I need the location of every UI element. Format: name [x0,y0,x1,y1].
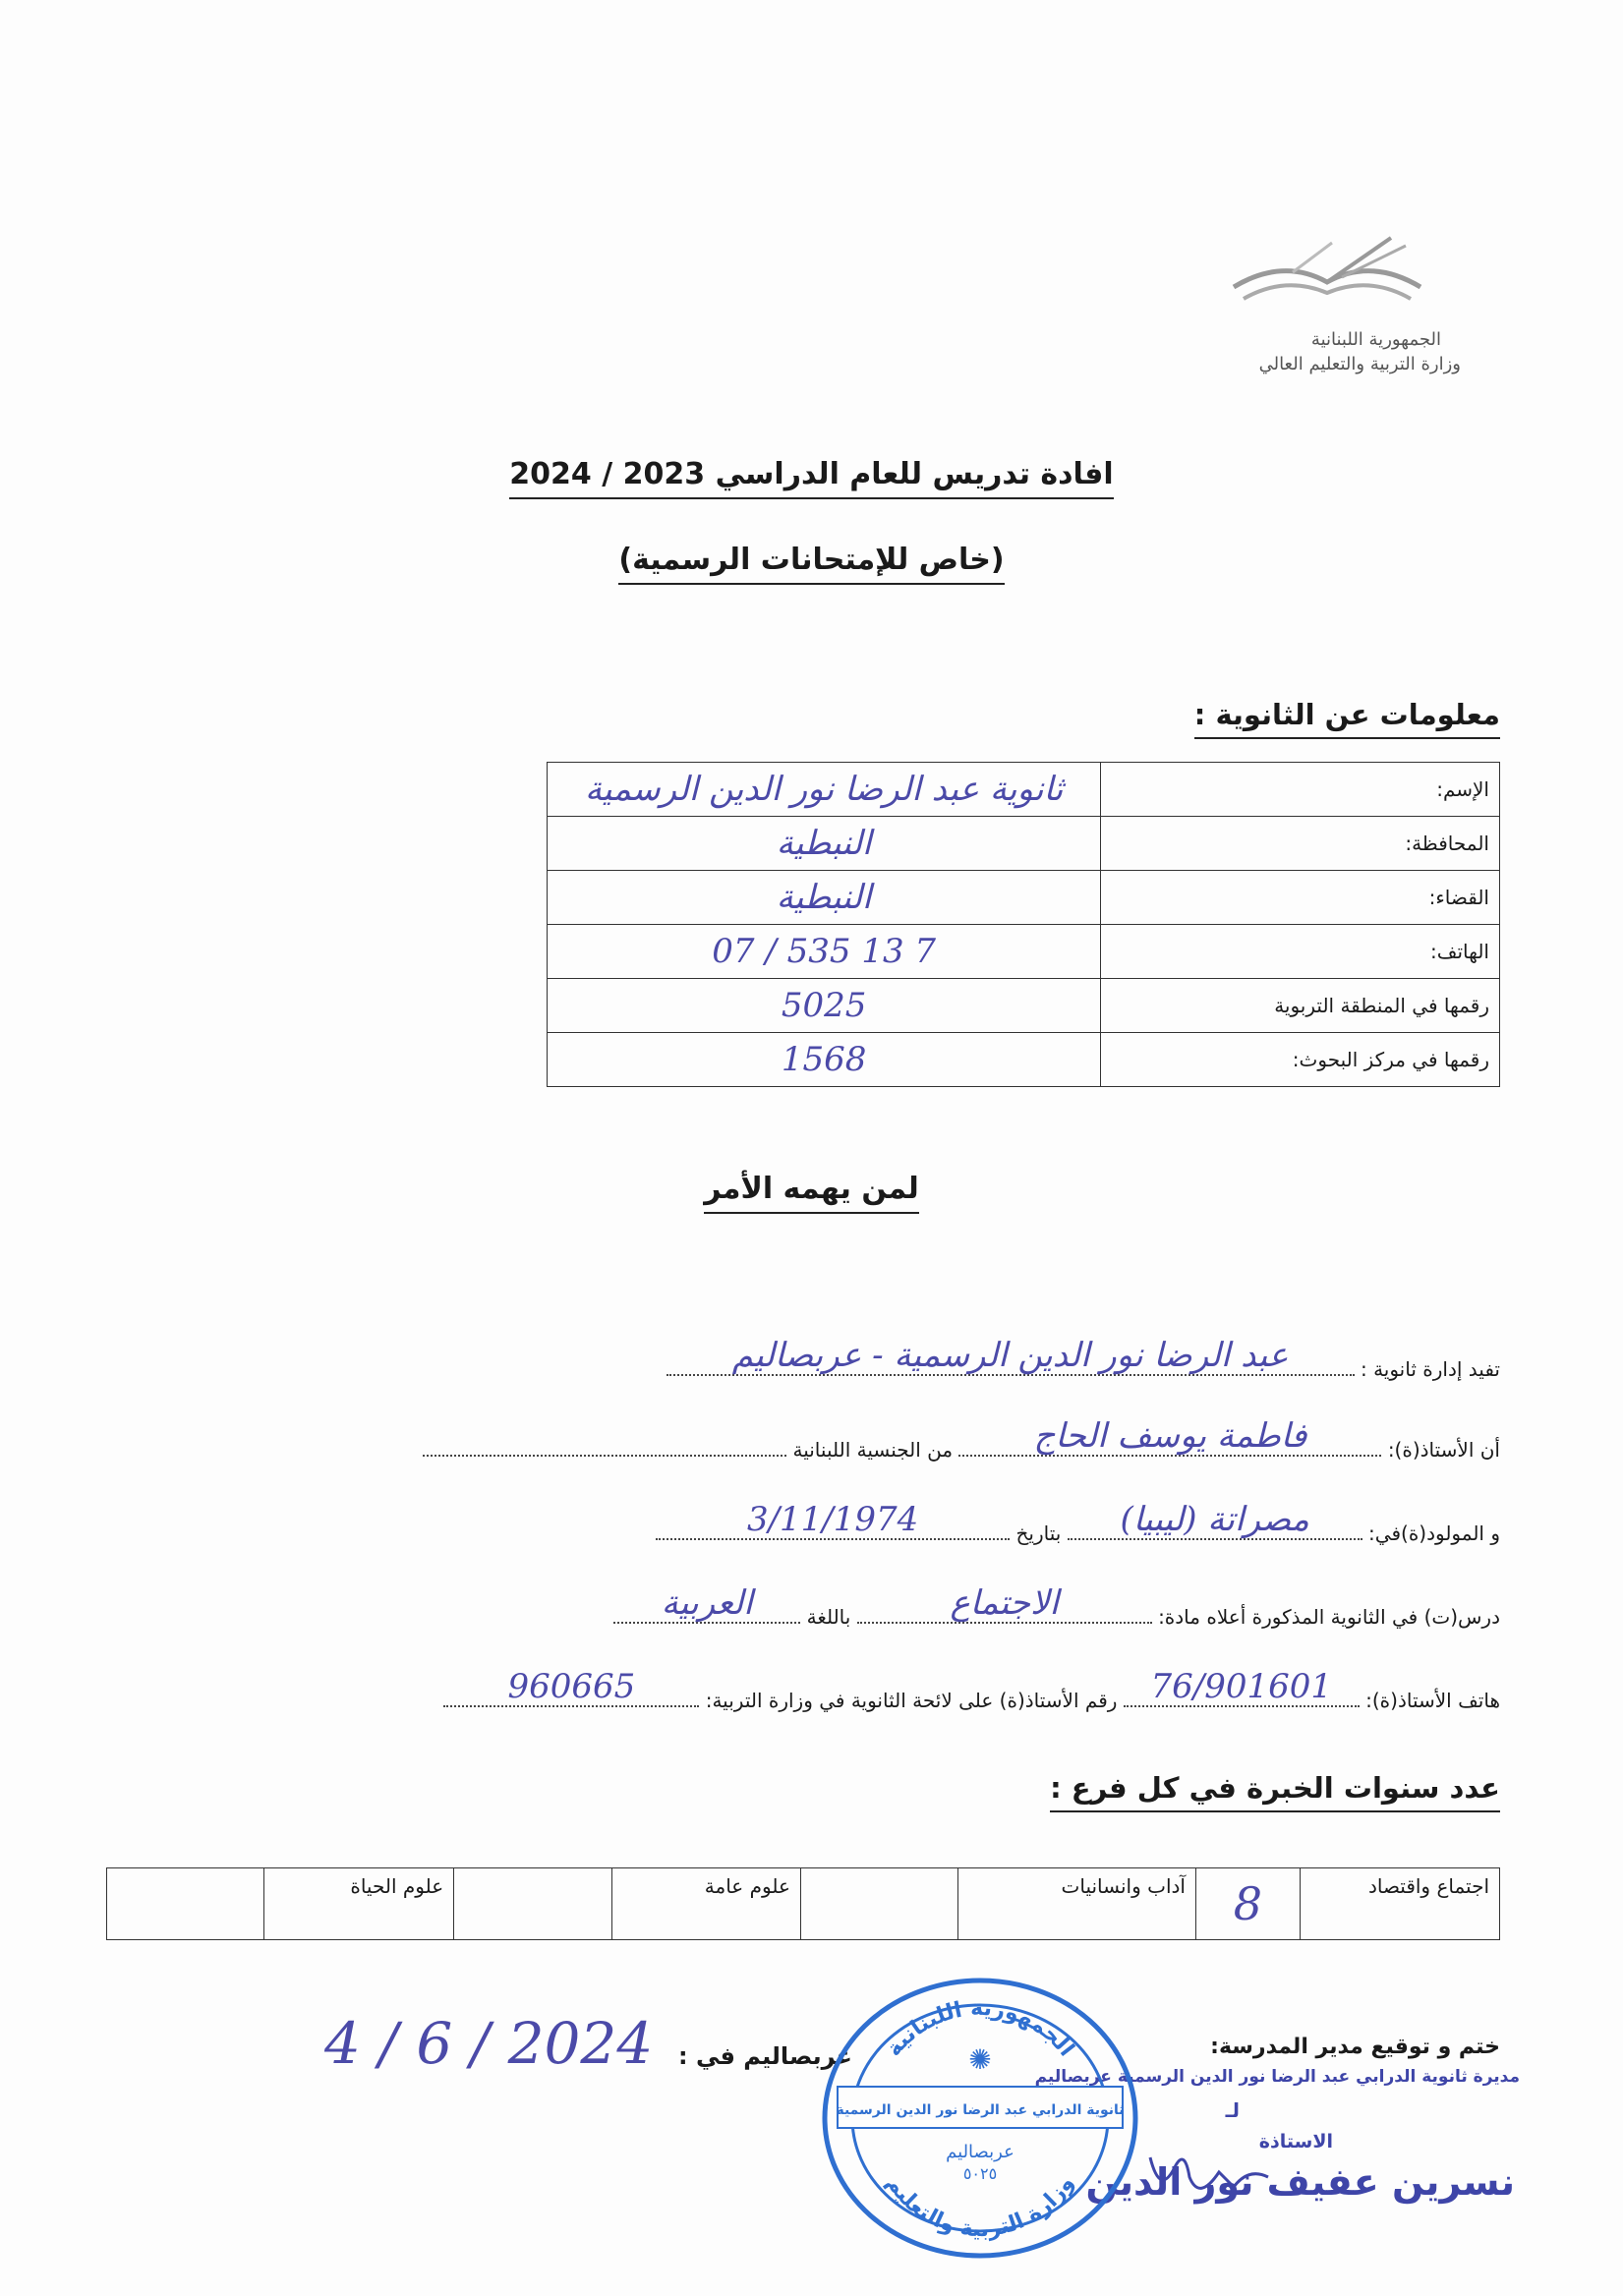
language-field: العربية [613,1602,800,1624]
edu-zone-number-label: رقمها في المنطقة التربوية [1101,979,1500,1033]
branch-social-economics-count: 8 [1195,1868,1300,1940]
stamp-town-text: عربصاليم [946,2142,1014,2162]
signature-icon [1140,2138,1278,2207]
document-title: افادة تدريس للعام الدراسي 2023 / 2024 [0,457,1623,491]
governorate-value: النبطية [548,817,1101,871]
table-row [548,763,1500,817]
teacher-phone-field: 76/901601 [1124,1686,1360,1707]
district-value: النبطية [548,871,1101,925]
place-label: عربصاليم في : [678,2042,852,2070]
school-info-heading: معلومات عن الثانوية : [1194,698,1500,731]
research-center-number-label: رقمها في مركز البحوث: [1101,1033,1500,1087]
experience-heading: عدد سنوات الخبرة في كل فرع : [1050,1771,1500,1805]
branch-life-sciences-count [107,1868,264,1940]
teacher-phone-line: هاتف الأستاذ(ة): 76/901601 رقم الأستاذ(ة) على لائحة الثانوية في وزارة التربية: 960665 [443,1686,1500,1712]
open-book-logo-icon [1224,228,1430,316]
experience-table [106,1867,1500,1940]
table-row [107,1868,1500,1940]
research-center-number-value: 1568 [548,1033,1101,1087]
principal-honorific: الاستاذة [1258,2131,1333,2152]
principal-name: نسرين عفيف نور الدين [1085,2160,1515,2204]
republic-label: الجمهورية اللبنانية [1310,329,1441,350]
branch-humanities-count [800,1868,957,1940]
teacher-name-field: فاطمة يوسف الحاج [958,1435,1381,1457]
teacher-name-line: أن الأستاذ(ة): فاطمة يوسف الحاج من الجنسية اللبنانية [423,1435,1500,1462]
branch-general-sciences-count [454,1868,611,1940]
teacher-number-field: 960665 [443,1686,699,1707]
table-row [548,871,1500,925]
official-stamp-icon [818,1971,1142,2266]
phone-value: 07 / 535 13 7 [548,925,1101,979]
table-row [548,1033,1500,1087]
svg-text:✺: ✺ [968,2043,992,2076]
stamp-school-text: ثانوية الدرابي عبد الرضا نور الدين الرسمية [836,2102,1125,2118]
branch-general-sciences-label: علوم عامة [611,1868,800,1940]
subject-field: الاجتماع [857,1602,1152,1624]
district-label: القضاء: [1101,871,1500,925]
branch-humanities-label: آداب وانسانيات [958,1868,1196,1940]
birth-date-field: 3/11/1974 [656,1519,1010,1540]
stamp-bottom-text: وزارة التربية والتعليم [881,2171,1079,2243]
to-whom-heading: لمن يهمه الأمر [0,1172,1623,1206]
school-name-field: عبد الرضا نور الدين الرسمية - عربصاليم [667,1354,1355,1376]
governorate-label: المحافظة: [1101,817,1500,871]
school-admin-line: تفيد إدارة ثانوية : عبد الرضا نور الدين الرسمية - عربصاليم [667,1354,1500,1381]
stamp-top-text: الجمهورية اللبنانية [882,1995,1079,2062]
principal-prefix: لـ [1225,2098,1240,2122]
table-row [548,817,1500,871]
name-label: الإسم: [1101,763,1500,817]
document-subtitle: (خاص للإمتحانات الرسمية) [0,543,1623,577]
ministry-label: وزارة التربية والتعليم العالي [1258,354,1461,374]
nationality-trailing-dots [423,1435,786,1457]
table-row [548,979,1500,1033]
school-info-table [547,762,1500,1087]
signature-date: 4 / 6 / 2024 [324,2010,654,2077]
name-value: ثانوية عبد الرضا نور الدين الرسمية [548,763,1101,817]
birth-place-field: مصراتة (ليبيا) [1068,1519,1362,1540]
principal-title: مديرة ثانوية الدرابي عبد الرضا نور الدين الرسمية عربصاليم [1034,2067,1520,2087]
branch-life-sciences-label: علوم الحياة [264,1868,454,1940]
stamp-code-text: ٥٠٢٥ [962,2164,998,2183]
principal-signature-label: ختم و توقيع مدير المدرسة: [1210,2035,1500,2059]
branch-social-economics-label: اجتماع واقتصاد [1300,1868,1499,1940]
subject-line: درس(ت) في الثانوية المذكورة أعلاه مادة: الاجتماع باللغة العربية [613,1602,1500,1629]
phone-label: الهاتف: [1101,925,1500,979]
birth-line: و المولود(ة)في: مصراتة (ليبيا) بتاريخ 3/11/1974 [656,1519,1500,1545]
edu-zone-number-value: 5025 [548,979,1101,1033]
table-row [548,925,1500,979]
